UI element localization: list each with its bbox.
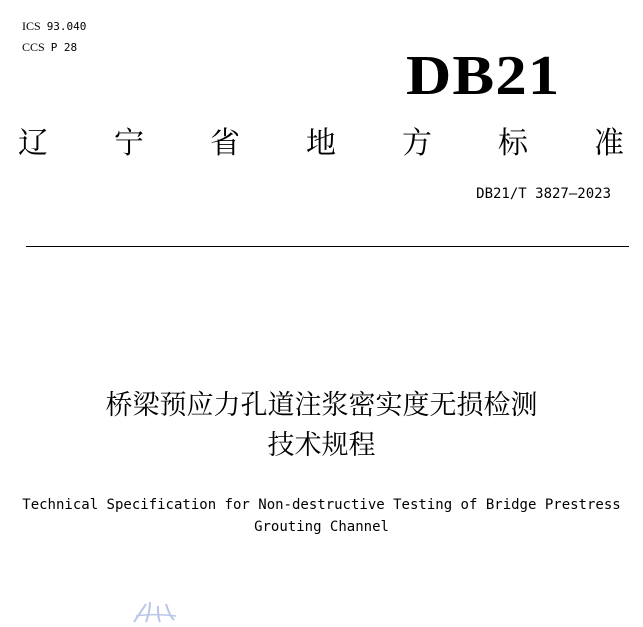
standard-type-char: 方	[402, 126, 432, 161]
standard-type-char: 辽	[18, 126, 48, 161]
standard-type-char: 省	[210, 126, 240, 161]
standard-number: DB21/T 3827—2023	[476, 186, 611, 202]
watermark-mark	[128, 598, 184, 626]
standard-type-char: 标	[498, 126, 528, 161]
ccs-label: CCS	[22, 40, 45, 54]
standard-code-logo: DB21	[406, 45, 561, 107]
chinese-title	[0, 386, 643, 466]
standard-type-char: 地	[306, 126, 336, 161]
english-title	[0, 494, 643, 538]
ccs-line	[22, 37, 86, 58]
ics-value: 93.040	[46, 20, 87, 33]
ics-line	[22, 16, 86, 37]
standard-type-heading	[18, 124, 624, 164]
classification-codes	[22, 16, 86, 58]
english-title-line-1: Technical Specification for Non-destructive Testing of Bridge Prestress	[22, 497, 621, 513]
english-title-line-2: Grouting Channel	[254, 519, 389, 535]
chinese-title-line-1: 桥梁预应力孔道注浆密实度无损检测	[105, 390, 538, 421]
ccs-value: P 28	[50, 41, 78, 54]
header-divider	[26, 246, 629, 247]
standard-type-char: 准	[594, 126, 624, 161]
chinese-title-line-2: 技术规程	[267, 430, 376, 461]
ics-label: ICS	[22, 19, 41, 33]
standard-type-char: 宁	[114, 126, 144, 161]
